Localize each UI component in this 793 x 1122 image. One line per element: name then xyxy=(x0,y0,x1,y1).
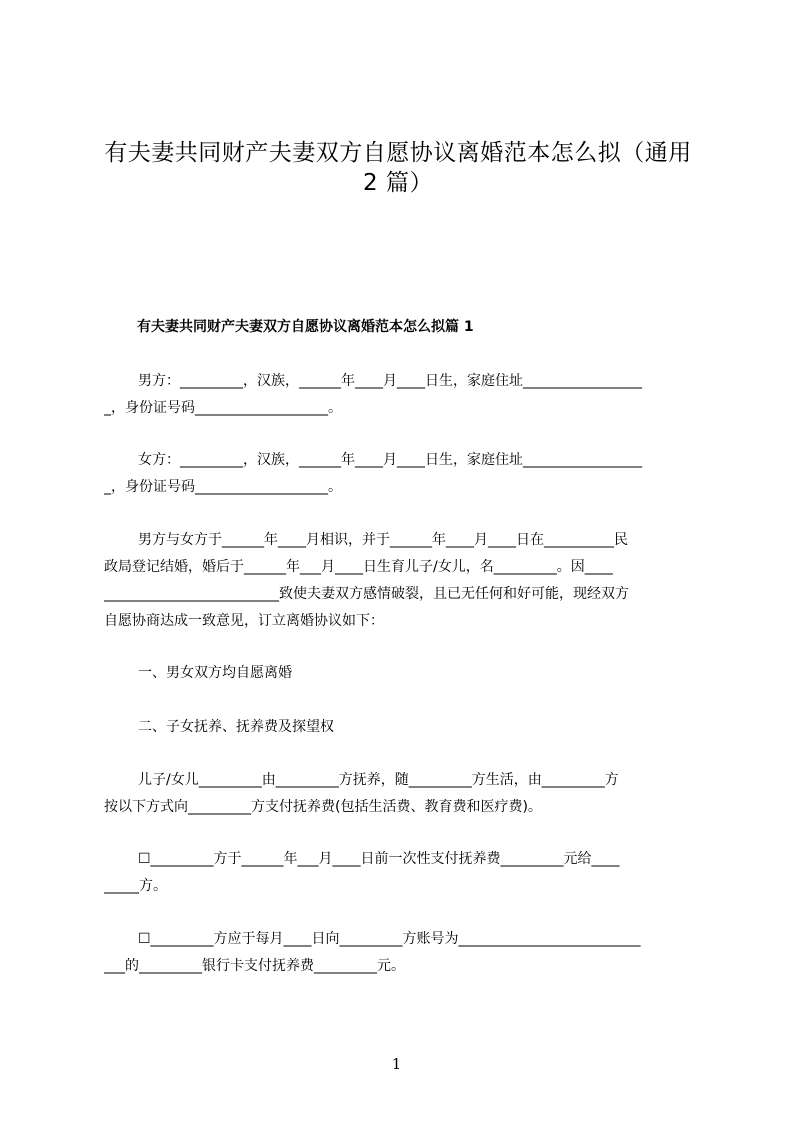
marriage-line-2: 政局登记结婚，婚后于______年___月____日生育儿子/女儿，名_________。因____ xyxy=(104,559,613,575)
page-number: 1 xyxy=(391,1055,402,1073)
lump-sum-option-line-1: ☐_________方于______年___月____日前一次性支付抚养费_________元给____ xyxy=(138,851,620,867)
custody-line-1: 儿子/女儿_________由_________方抚养，随_________方生活，由_________方 xyxy=(138,772,619,788)
title-line-1: 有夫妻共同财产夫妻双方自愿协议离婚范本怎么拟（通用 xyxy=(104,140,692,166)
monthly-option-line-2: ___的_________银行卡支付抚养费_________元。 xyxy=(104,958,405,974)
woman-info-line-1: 女方：_________，汉族，______年____月____日生，家庭住址_________________ xyxy=(138,452,642,468)
marriage-line-4: 自愿协商达成一致意见，订立离婚协议如下： xyxy=(104,613,384,629)
clause-2: 二、子女抚养、抚养费及探望权 xyxy=(138,719,334,735)
document-title xyxy=(96,138,700,198)
marriage-line-1: 男方与女方于______年____月相识，并于______年____月____日在__________民 xyxy=(138,532,628,548)
monthly-option-paragraph xyxy=(104,926,700,980)
section-heading: 有夫妻共同财产夫妻双方自愿协议离婚范本怎么拟篇 1 xyxy=(137,319,474,335)
man-info-line-1: 男方：_________，汉族，______年____月____日生，家庭住址_________________ xyxy=(138,373,642,389)
marriage-line-3: _________________________致使夫妻双方感情破裂，且已无任何和好可能，现经双方 xyxy=(104,586,629,602)
custody-paragraph xyxy=(104,767,700,821)
custody-line-2: 按以下方式向_________方支付抚养费(包括生活费、教育费和医疗费)。 xyxy=(104,799,542,815)
clause-1-paragraph xyxy=(104,660,700,687)
man-info-paragraph xyxy=(104,368,700,422)
lump-sum-option-paragraph xyxy=(104,846,700,900)
marriage-paragraph xyxy=(104,527,700,635)
woman-info-line-2: _，身份证号码___________________。 xyxy=(104,479,342,495)
man-info-line-2: _，身份证号码___________________。 xyxy=(104,400,342,416)
clause-2-paragraph xyxy=(104,714,700,741)
monthly-option-line-1: ☐_________方应于每月____日向_________方账号为__________________________ xyxy=(138,931,641,947)
clause-1: 一、男女双方均自愿离婚 xyxy=(138,665,292,681)
woman-info-paragraph xyxy=(104,447,700,501)
title-line-2: 2 篇） xyxy=(363,170,433,196)
lump-sum-option-line-2: _____方。 xyxy=(104,878,167,894)
